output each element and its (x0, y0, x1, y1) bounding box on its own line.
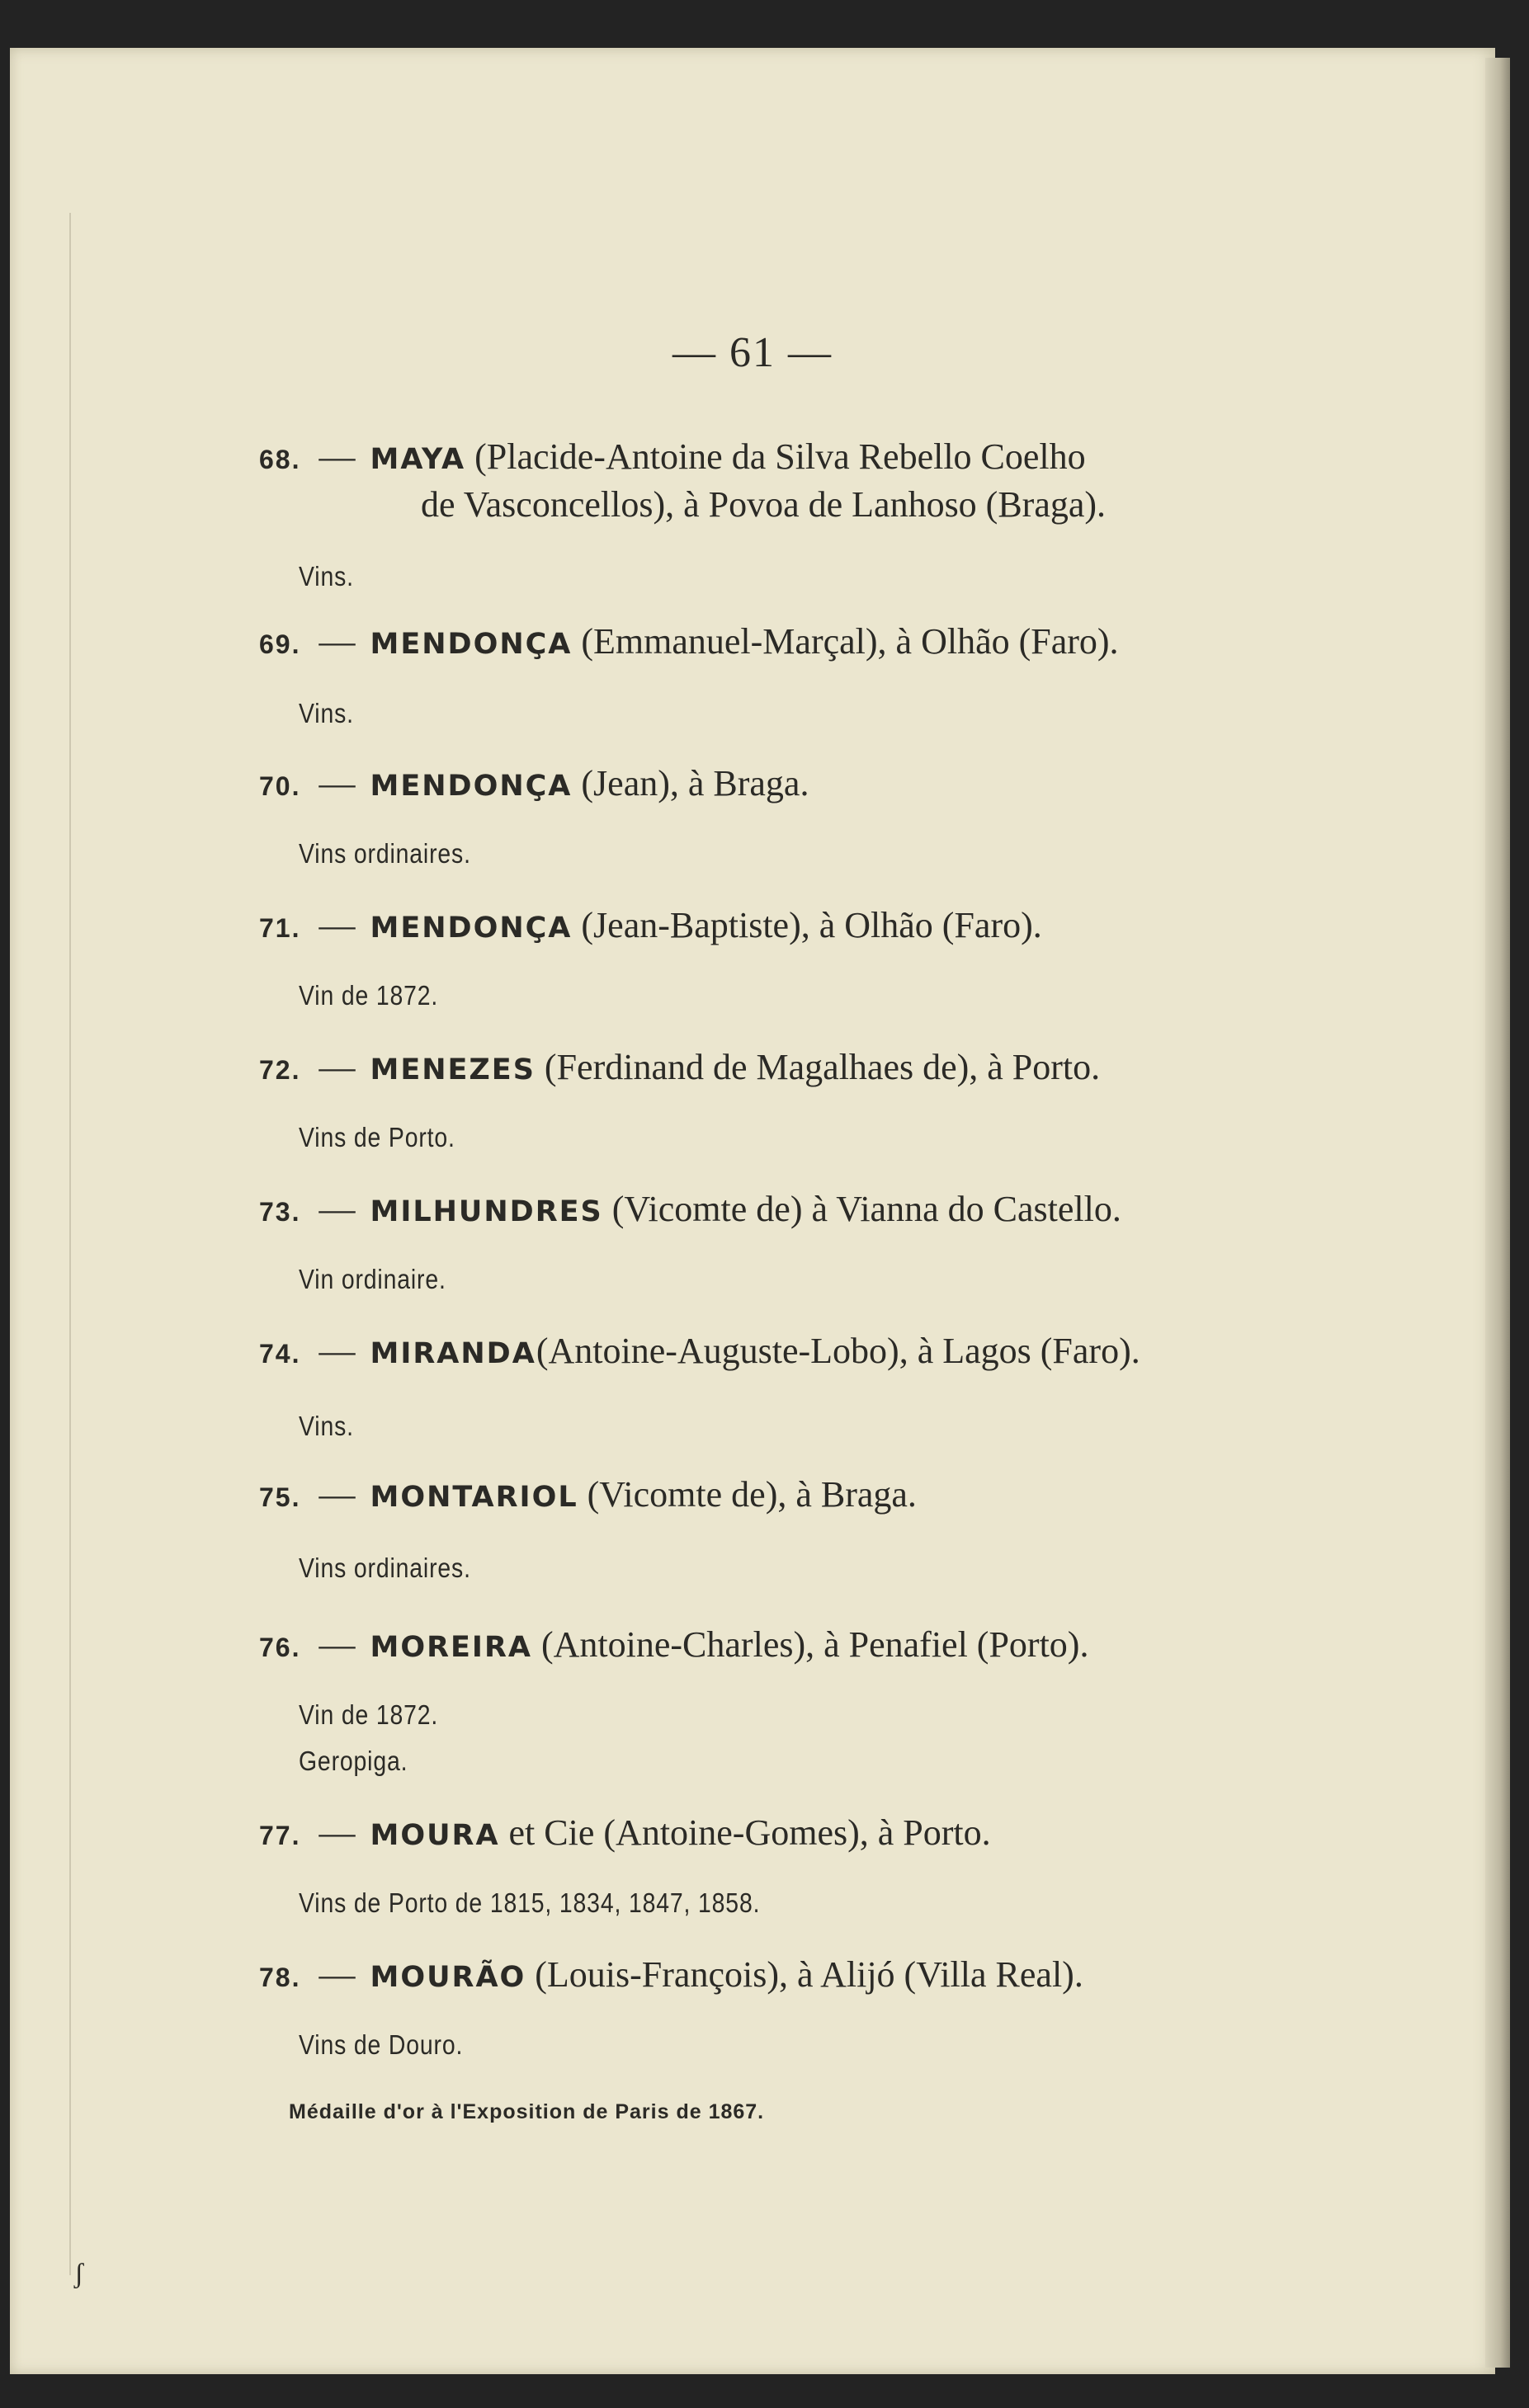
entry-76: 76. — MOREIRA (Antoine-Charles), à Penafiel (Porto). (259, 1624, 1089, 1665)
entry-details: (Antoine-Gomes), à Porto. (603, 1812, 991, 1853)
entry-note: Vins ordinaires. (299, 838, 471, 869)
entry-name: MENDONÇA (370, 912, 573, 945)
entry-note: Geropiga. (299, 1746, 408, 1776)
entry-note: Vins. (299, 1411, 354, 1441)
entry-name: MILHUNDRES (370, 1195, 603, 1228)
entry-name: MIRANDA (370, 1337, 536, 1370)
entry-number: 70. (259, 771, 301, 801)
entry-70: 70. — MENDONÇA (Jean), à Braga. (259, 763, 809, 803)
entry-continuation: de Vasconcellos), à Povoa de Lanhoso (Braga). (421, 484, 1107, 525)
entry-note: Vins ordinaires. (299, 1553, 471, 1583)
entry-69: 69. — MENDONÇA (Emmanuel-Marçal), à Olhão (Faro). (259, 621, 1119, 662)
entry-details: (Emmanuel-Marçal), à Olhão (Faro). (581, 621, 1119, 662)
entry-details: (Vicomte de), à Braga. (587, 1474, 917, 1515)
entry-72: 72. — MENEZES (Ferdinand de Magalhaes de), à Porto. (259, 1047, 1101, 1087)
entry-note: Vins de Porto. (299, 1122, 455, 1152)
entry-number: 69. (259, 629, 301, 659)
entry-number: 75. (259, 1482, 301, 1512)
entry-name-suffix: et Cie (508, 1812, 595, 1853)
entry-name: MENDONÇA (370, 628, 573, 661)
margin-mark: ʃ (74, 2259, 84, 2289)
entry-note: Vins de Douro. (299, 2029, 464, 2060)
entry-note: Vin ordinaire. (299, 1264, 446, 1294)
entry-77: 77. — MOURA et Cie (Antoine-Gomes), à Porto. (259, 1812, 991, 1853)
entry-note: Vins. (299, 698, 354, 728)
entry-number: 68. (259, 445, 301, 474)
page-edge (1485, 58, 1510, 2368)
entry-number: 73. (259, 1197, 301, 1227)
entry-number: 72. (259, 1055, 301, 1085)
entry-74: 74. — MIRANDA(Antoine-Auguste-Lobo), à Lagos (Faro). (259, 1331, 1140, 1371)
entry-details: (Antoine-Charles), à Penafiel (Porto). (541, 1624, 1089, 1665)
entry-name: MAYA (370, 443, 466, 476)
entry-name: MENEZES (370, 1053, 536, 1086)
entry-details: (Jean), à Braga. (581, 763, 809, 803)
gutter-line (69, 213, 71, 2275)
entry-note: Vins. (299, 561, 354, 591)
entry-details: (Ferdinand de Magalhaes de), à Porto. (544, 1047, 1101, 1087)
entry-name: MOURA (370, 1819, 500, 1852)
entry-number: 78. (259, 1963, 301, 1992)
entry-details: (Louis-François), à Alijó (Villa Real). (535, 1954, 1083, 1995)
entry-68: 68. — MAYA (Placide-Antoine da Silva Rebello Coelho (259, 436, 1086, 477)
entry-75: 75. — MONTARIOL (Vicomte de), à Braga. (259, 1474, 917, 1515)
entry-78: 78. — MOURÃO (Louis-François), à Alijó (Villa Real). (259, 1954, 1083, 1995)
entry-note: Vins de Porto de 1815, 1834, 1847, 1858. (299, 1887, 761, 1918)
entry-number: 77. (259, 1821, 301, 1850)
entry-details: (Vicomte de) à Vianna do Castello. (611, 1189, 1121, 1229)
entry-note: Vin de 1872. (299, 1699, 439, 1730)
entry-71: 71. — MENDONÇA (Jean-Baptiste), à Olhão (Faro). (259, 905, 1042, 945)
entry-name: MOREIRA (370, 1631, 532, 1664)
entry-number: 76. (259, 1633, 301, 1662)
entry-note: Vin de 1872. (299, 980, 439, 1011)
entry-details: (Jean-Baptiste), à Olhão (Faro). (581, 905, 1042, 945)
book-page (10, 48, 1495, 2374)
entry-number: 74. (259, 1339, 301, 1369)
entry-details: (Antoine-Auguste-Lobo), à Lagos (Faro). (536, 1331, 1140, 1371)
medal-note: Médaille d'or à l'Exposition de Paris de 1867. (289, 2100, 765, 2123)
entry-73: 73. — MILHUNDRES (Vicomte de) à Vianna do Castello. (259, 1189, 1121, 1229)
entry-name: MENDONÇA (370, 770, 573, 803)
entry-name: MOURÃO (370, 1961, 526, 1994)
page-number: — 61 — (672, 329, 833, 376)
entry-details: (Placide-Antoine da Silva Rebello Coelho (474, 436, 1086, 477)
entry-name: MONTARIOL (370, 1481, 578, 1514)
entry-number: 71. (259, 913, 301, 943)
